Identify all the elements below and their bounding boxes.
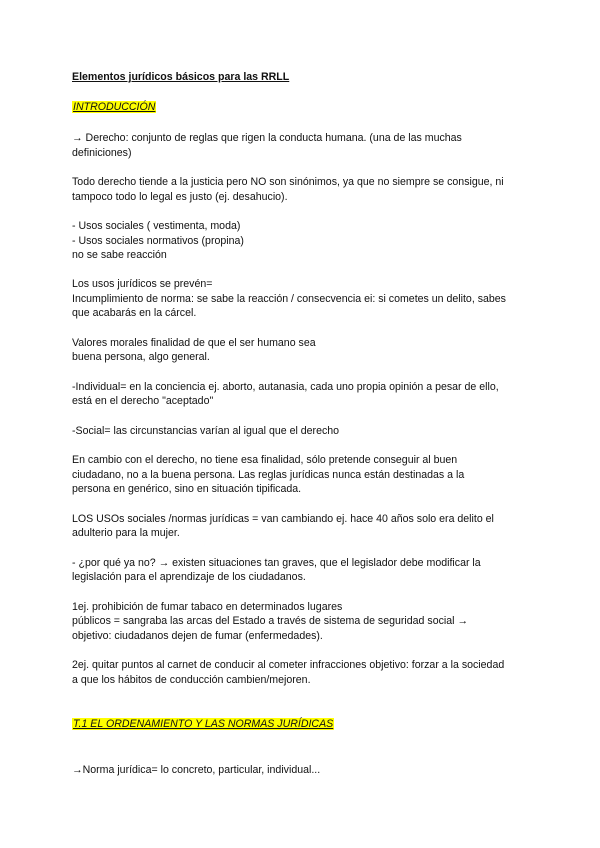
p11-line-2: públicos = sangraba las arcas del Estado a través de sistema de seguridad social → bbox=[72, 615, 469, 627]
p11-line-1: 1ej. prohibición de fumar tabaco en determinados lugares bbox=[72, 601, 343, 613]
p3-line-1: - Usos sociales ( vestimenta, moda) bbox=[72, 220, 241, 232]
p1-line-2: definiciones) bbox=[72, 147, 132, 159]
intro-heading-text: INTRODUCCIÓN bbox=[73, 101, 156, 113]
p4-line-3: que acabarás en la cárcel. bbox=[72, 307, 197, 319]
p12-line-2: a que los hábitos de conducción cambien/mejoren. bbox=[72, 674, 311, 686]
p6-line-1: -Individual= en la conciencia ej. aborto, autanasia, cada uno propia opinión a pesar de ello, bbox=[72, 381, 499, 393]
p12-line-1: 2ej. quitar puntos al carnet de conducir al cometer infracciones objetivo: forzar a la sociedad bbox=[72, 659, 505, 671]
document-title: Elementos jurídicos básicos para las RRLL bbox=[72, 71, 290, 83]
p2-line-1: Todo derecho tiende a la justicia pero NO son sinónimos, ya que no siempre se consigue, ni bbox=[72, 176, 504, 188]
p10-line-2: legislación para el aprendizaje de los ciudadanos. bbox=[72, 571, 306, 583]
p6-line-2: está en el derecho "aceptado" bbox=[72, 395, 214, 407]
p10-line-1: - ¿por qué ya no? → existen situaciones tan graves, que el legislador debe modificar la bbox=[72, 557, 481, 569]
p2-line-2: tampoco todo lo legal es justo (ej. desahucio). bbox=[72, 191, 288, 203]
p8-line-3: persona en genérico, sino en situación tipificada. bbox=[72, 483, 302, 495]
p9-line-2: adulterio para la mujer. bbox=[72, 527, 180, 539]
p5-line-2: buena persona, algo general. bbox=[72, 351, 210, 363]
p11-line-3: objetivo: ciudadanos dejen de fumar (enfermedades). bbox=[72, 630, 323, 642]
t1-heading-text: T.1 EL ORDENAMIENTO Y LAS NORMAS JURÍDICAS bbox=[73, 718, 334, 730]
p8-line-1: En cambio con el derecho, no tiene esa finalidad, sólo pretende conseguir al buen bbox=[72, 454, 458, 466]
p13-line-1: →Norma jurídica= lo concreto, particular, individual... bbox=[72, 764, 321, 776]
p3-line-3: no se sabe reacción bbox=[72, 249, 167, 261]
p4-line-1: Los usos jurídicos se prevén= bbox=[72, 278, 213, 290]
p8-line-2: ciudadano, no a la buena persona. Las reglas jurídicas nunca están destinadas a la bbox=[72, 469, 465, 481]
p7-line-1: -Social= las circunstancias varían al igual que el derecho bbox=[72, 425, 340, 437]
intro-heading bbox=[72, 100, 156, 114]
p1-line-1: → Derecho: conjunto de reglas que rigen la conducta humana. (una de las muchas bbox=[72, 132, 462, 144]
p3-line-2: - Usos sociales normativos (propina) bbox=[72, 235, 244, 247]
p4-line-2: Incumplimiento de norma: se sabe la reacción / consecvencia ei: si cometes un delito, sabes bbox=[72, 293, 506, 305]
p9-line-1: LOS USOs sociales /normas jurídicas = van cambiando ej. hace 40 años solo era delito el bbox=[72, 513, 494, 525]
t1-heading bbox=[72, 717, 334, 731]
p5-line-1: Valores morales finalidad de que el ser humano sea bbox=[72, 337, 316, 349]
